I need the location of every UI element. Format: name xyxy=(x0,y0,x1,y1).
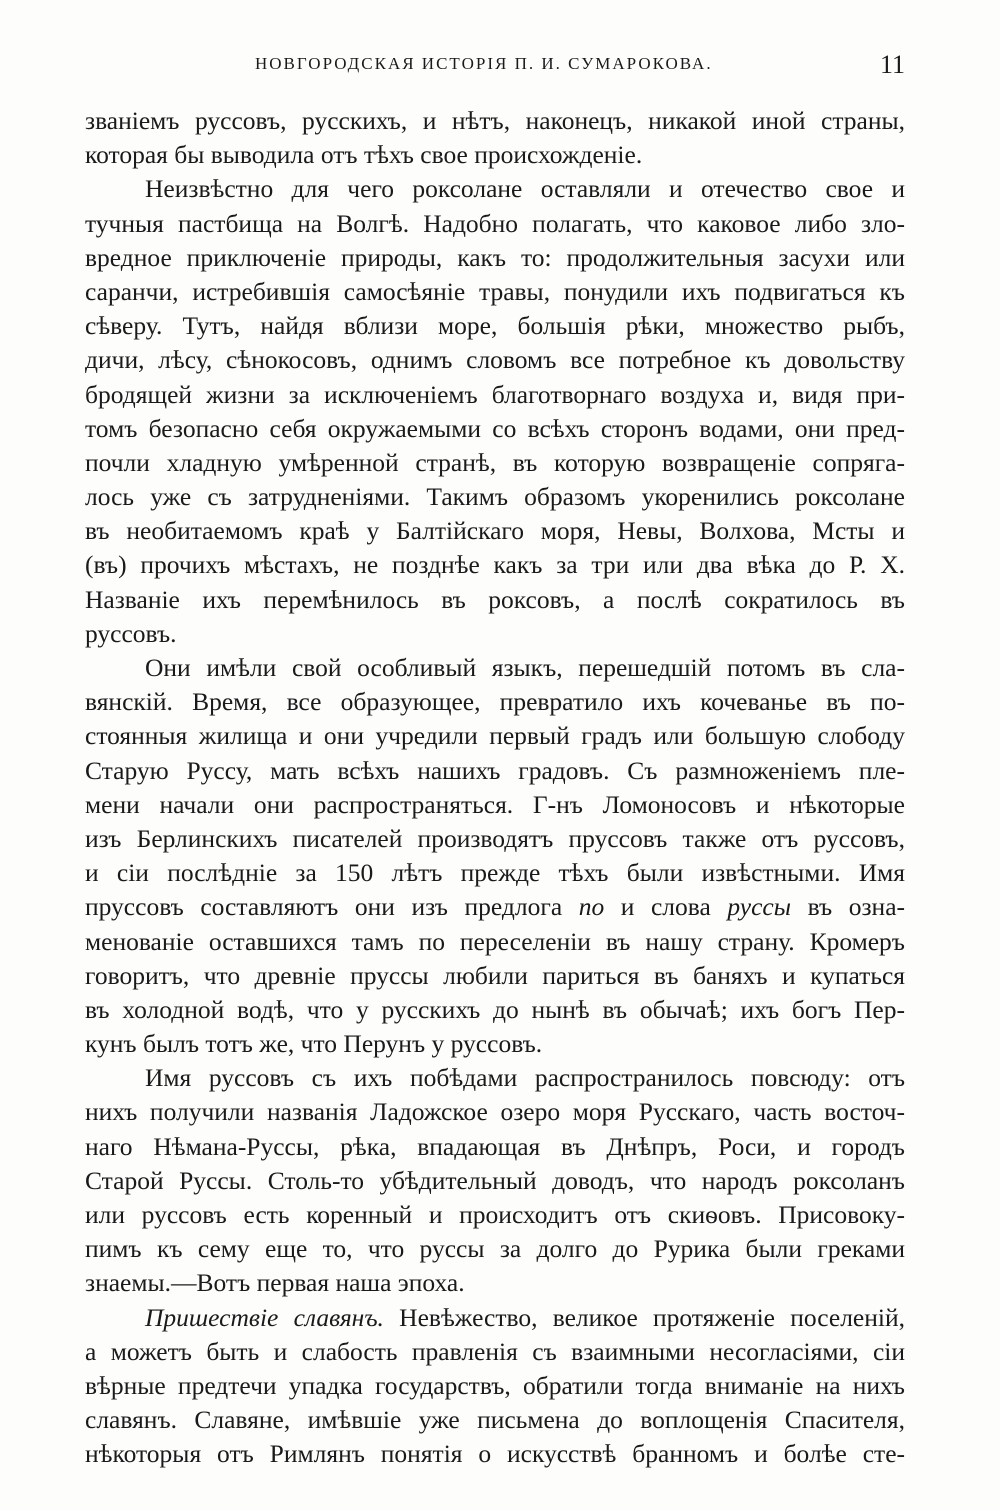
section-heading: Пришествіе славянъ. xyxy=(145,1302,384,1332)
section-heading-line xyxy=(85,1301,905,1335)
paragraph-start-line: Неизвѣстно для чего роксолане оставляли и отечество свое и xyxy=(145,174,905,204)
text-line: изъ Берлинскихъ писателей производятъ пруссовъ также отъ руссовъ, xyxy=(85,823,905,853)
text-line: сѣверу. Тутъ, найдя вблизи море, большія рѣки, множество рыбъ, xyxy=(85,311,905,341)
text-line: Старую Руссу, мать всѣхъ нашихъ градовъ. Съ размноженіемъ пле- xyxy=(85,755,905,785)
text-segment: пруссовъ составляютъ они изъ предлога xyxy=(85,892,579,922)
text-line: дичи, лѣсу, сѣнокосовъ, однимъ словомъ все потребное къ довольству xyxy=(85,345,905,375)
text-line: пимъ къ сему еще то, что руссы за долго до Рурика были греками xyxy=(85,1234,905,1264)
text-line: говоритъ, что древніе пруссы любили париться въ баняхъ и купаться xyxy=(85,960,905,990)
italic-word-po: по xyxy=(578,892,605,922)
text-line: вредное приключеніе природы, какъ то: продолжительныя засухи или xyxy=(85,242,905,272)
text-line: и сіи послѣдніе за 150 лѣтъ прежде тѣхъ были извѣстными. Имя xyxy=(85,858,905,888)
running-title: НОВГОРОДСКАЯ ИСТОРІЯ П. И. СУМАРОКОВА. xyxy=(255,54,713,73)
text-line: мени начали они распространяться. Г-нъ Ломоносовъ и нѣкоторые xyxy=(85,789,905,819)
text-line: томъ безопасно себя окружаемыми со всѣхъ сторонъ водами, они пред- xyxy=(85,413,905,443)
text-line: стоянныя жилища и они учредили первый градъ или большую слободу xyxy=(85,721,905,751)
text-line: въ необитаемомъ краѣ у Балтійскаго моря, Невы, Волхова, Мсты и xyxy=(85,516,905,546)
paragraph-start-line: Они имѣли свой особливый языкъ, перешедшій потомъ въ сла- xyxy=(145,653,905,682)
text-line: знаемы.—Вотъ первая наша эпоха. xyxy=(85,1268,465,1298)
text-line: лось уже съ затрудненіями. Такимъ образомъ укоренились роксолане xyxy=(85,482,905,512)
text-line: въ холодной водѣ, что у русскихъ до нынѣ въ обычаѣ; ихъ богъ Пер- xyxy=(85,994,905,1024)
text-line: а можетъ быть и слабость правленія съ взаимными несогласіями, сіи xyxy=(85,1336,905,1366)
text-line-with-italics xyxy=(85,890,905,924)
text-segment: и слова xyxy=(604,892,728,922)
text-line: нѣкоторыя отъ Римлянъ понятія о искусствѣ бранномъ и болѣе сте- xyxy=(85,1439,905,1469)
body-text xyxy=(85,104,905,1472)
text-line: тучныя пастбища на Волгѣ. Надобно полагать, что каковое либо зло- xyxy=(85,208,905,238)
text-line: которая бы выводила отъ тѣхъ свое происхожденіе. xyxy=(85,140,643,170)
text-line: менованіе оставшихся тамъ по переселеніи въ нашу страну. Кромеръ xyxy=(85,926,905,956)
running-head xyxy=(80,50,905,80)
text-line: (въ) прочихъ мѣстахъ, не позднѣе какъ за три или два вѣка до Р. Х. xyxy=(85,550,905,580)
text-line: званіемъ руссовъ, русскихъ, и нѣтъ, наконецъ, никакой иной страны, xyxy=(85,106,905,135)
text-line: бродящей жизни за исключеніемъ благотворнаго воздуха и, видя при- xyxy=(85,379,905,409)
text-line: кунъ былъ тотъ же, что Перунъ у руссовъ. xyxy=(85,1029,543,1059)
text-line: руссовъ. xyxy=(85,618,177,648)
text-line: нихъ получили названія Ладожское озеро моря Русскаго, часть восточ- xyxy=(85,1097,905,1127)
text-segment: въ озна- xyxy=(791,892,905,922)
text-segment: Невѣжество, великое протяженіе поселеній, xyxy=(383,1302,905,1332)
text-line: саранчи, истребившія самосѣяніе травы, понудили ихъ подвигаться къ xyxy=(85,276,905,306)
text-line: или руссовъ есть коренный и происходитъ отъ скиѳовъ. Присовоку- xyxy=(85,1200,905,1229)
page-number: 11 xyxy=(879,50,905,79)
text-line: славянъ. Славяне, имѣвшіе уже письмена до воплощенія Спасителя, xyxy=(85,1405,905,1435)
text-line: Названіе ихъ перемѣнилось въ роксовъ, а послѣ сократилось въ xyxy=(85,584,905,614)
text-line: почли хладную умѣренной странѣ, въ которую возвращеніе сопряга- xyxy=(85,447,905,477)
text-line: вѣрные предтечи упадка государствъ, обратили тогда вниманіе на нихъ xyxy=(85,1370,905,1400)
text-line: наго Нѣмана-Руссы, рѣка, впадающая въ Днѣпръ, Роси, и городъ xyxy=(85,1131,905,1161)
text-line: вянскій. Время, все образующее, превратило ихъ кочеванье въ по- xyxy=(85,687,905,717)
text-line: Старой Руссы. Столь-то убѣдительный доводъ, что народъ роксоланъ xyxy=(85,1165,905,1195)
italic-word-russy: руссы xyxy=(727,892,792,922)
paragraph-start-line: Имя руссовъ съ ихъ побѣдами распространилось повсюду: отъ xyxy=(145,1063,905,1093)
